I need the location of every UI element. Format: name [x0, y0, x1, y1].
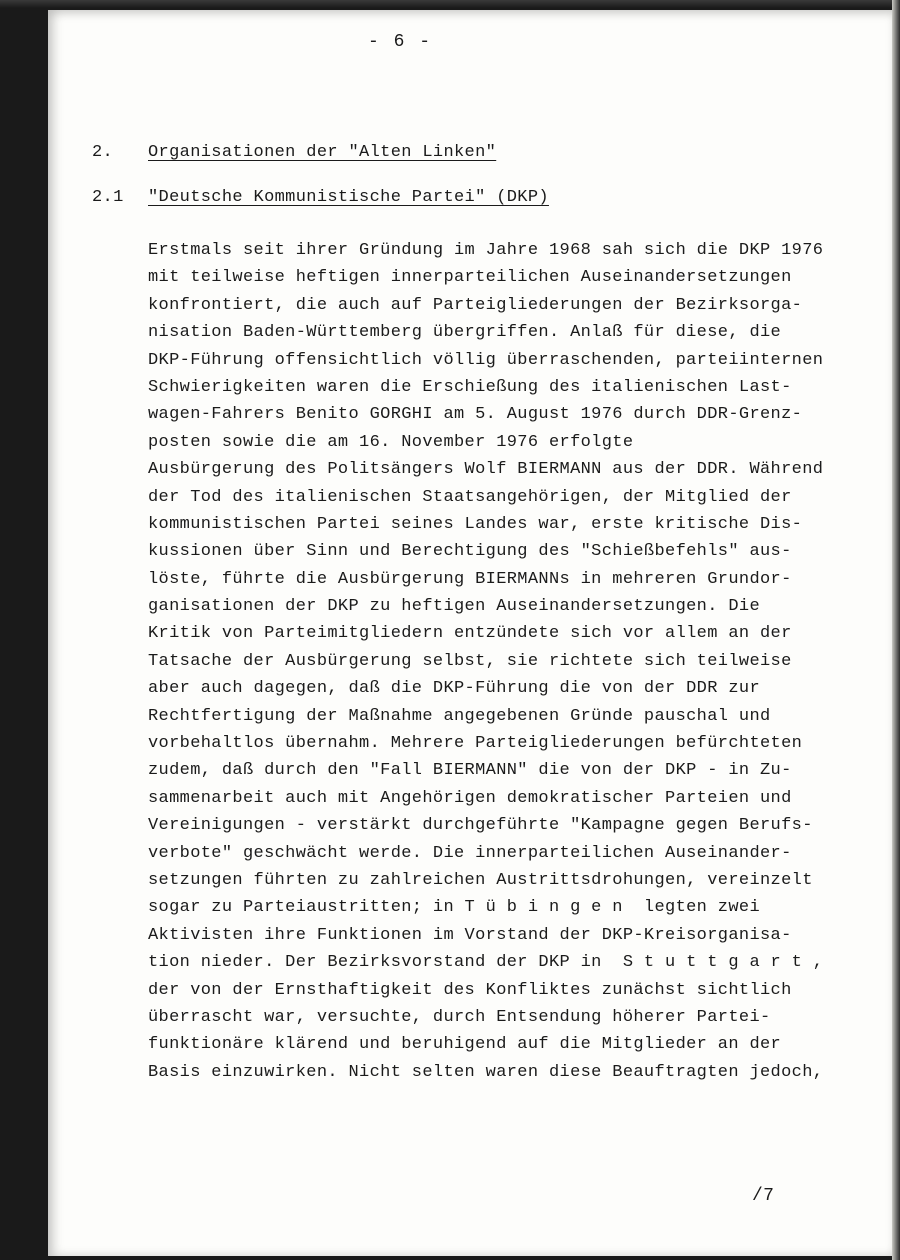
body-line: löste, führte die Ausbürgerung BIERMANNs in mehreren Grundor-	[148, 569, 792, 589]
body-line: wagen-Fahrers Benito GORGHI am 5. August 1976 durch DDR-Grenz-	[148, 405, 803, 425]
body-line: verbote" geschwächt werde. Die innerparteilichen Auseinander-	[148, 843, 792, 863]
body-line: zudem, daß durch den "Fall BIERMANN" die von der DKP - in Zu-	[148, 761, 792, 781]
body-line: sogar zu Parteiaustritten; in T ü b i n g e n legten zwei	[148, 898, 760, 918]
body-line: überrascht war, versuchte, durch Entsendung höherer Partei-	[148, 1007, 771, 1027]
body-line: tion nieder. Der Bezirksvorstand der DKP in S t u t t g a r t ,	[148, 953, 824, 973]
body-line: mit teilweise heftigen innerparteilichen Auseinandersetzungen	[148, 268, 792, 288]
scan-border-right	[892, 0, 900, 1260]
body-line: Vereinigungen - verstärkt durchgeführte "Kampagne gegen Berufs-	[148, 816, 813, 836]
body-line: setzungen führten zu zahlreichen Austrittsdrohungen, vereinzelt	[148, 870, 813, 890]
body-line: kussionen über Sinn und Berechtigung des "Schießbefehls" aus-	[148, 542, 792, 562]
body-line: Schwierigkeiten waren die Erschießung des italienischen Last-	[148, 377, 792, 397]
body-line: der Tod des italienischen Staatsangehörigen, der Mitglied der	[148, 487, 792, 507]
scan-border-top	[0, 0, 900, 8]
body-paragraph	[148, 237, 868, 1086]
body-line: nisation Baden-Württemberg übergriffen. Anlaß für diese, die	[148, 323, 782, 343]
body-line: posten sowie die am 16. November 1976 erfolgte	[148, 432, 634, 452]
body-line: funktionäre klärend und beruhigend auf die Mitglieder an der	[148, 1035, 782, 1055]
body-line: Aktivisten ihre Funktionen im Vorstand der DKP-Kreisorganisa-	[148, 925, 792, 945]
body-line: konfrontiert, die auch auf Parteigliederungen der Bezirksorga-	[148, 295, 803, 315]
body-line: Erstmals seit ihrer Gründung im Jahre 1968 sah sich die DKP 1976	[148, 241, 824, 260]
body-line: ganisationen der DKP zu heftigen Auseinandersetzungen. Die	[148, 597, 760, 617]
page-number: - 6 -	[368, 32, 433, 52]
body-line: aber auch dagegen, daß die DKP-Führung die von der DDR zur	[148, 679, 760, 699]
body-line: sammenarbeit auch mit Angehörigen demokratischer Parteien und	[148, 788, 792, 808]
section-number-2-1: 2.1	[92, 188, 124, 207]
body-line: kommunistischen Partei seines Landes war, erste kritische Dis-	[148, 514, 803, 534]
section-title-2-1: "Deutsche Kommunistische Partei" (DKP)	[148, 188, 549, 207]
body-line: vorbehaltlos übernahm. Mehrere Parteigliederungen befürchteten	[148, 734, 803, 754]
body-line: Basis einzuwirken. Nicht selten waren diese Beauftragten jedoch,	[148, 1062, 824, 1082]
body-line: Rechtfertigung der Maßnahme angegebenen Gründe pauschal und	[148, 706, 771, 726]
body-line: Tatsache der Ausbürgerung selbst, sie richtete sich teilweise	[148, 651, 792, 671]
section-title-2: Organisationen der "Alten Linken"	[148, 143, 497, 162]
body-line: Kritik von Parteimitgliedern entzündete sich vor allem an der	[148, 624, 792, 644]
section-number-2: 2.	[92, 143, 114, 162]
body-line: DKP-Führung offensichtlich völlig überraschenden, parteiinternen	[148, 350, 824, 370]
continuation-page-ref: /7	[752, 1186, 775, 1206]
body-line: der von der Ernsthaftigkeit des Konfliktes zunächst sichtlich	[148, 980, 792, 1000]
body-line: Ausbürgerung des Politsängers Wolf BIERMANN aus der DDR. Während	[148, 460, 824, 480]
